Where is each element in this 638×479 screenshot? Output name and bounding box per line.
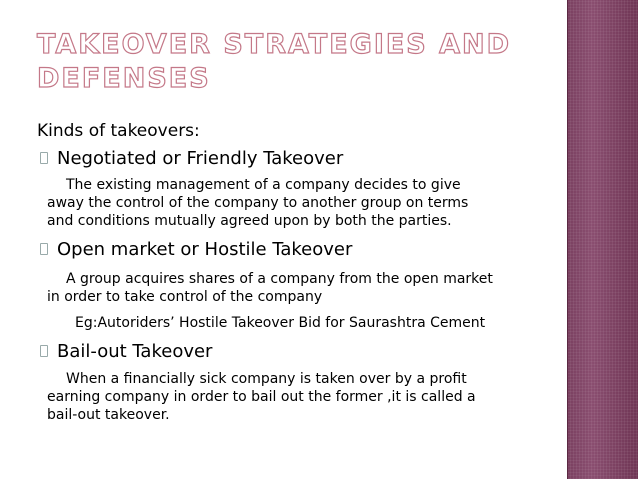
decorative-sidebar bbox=[567, 0, 638, 479]
item-text-line: When a financially sick company is taken over by a profit bbox=[66, 371, 467, 387]
item-text-line: A group acquires shares of a company from the open market bbox=[66, 271, 493, 287]
bullet-icon bbox=[40, 152, 48, 164]
item-text-line: earning company in order to bail out the former ,it is called a bbox=[47, 389, 476, 405]
item-text-line: and conditions mutually agreed upon by both the parties. bbox=[47, 213, 452, 229]
item-heading-bailout: Bail-out Takeover bbox=[57, 341, 213, 362]
intro-text: Kinds of takeovers: bbox=[37, 121, 200, 141]
item-text-line: The existing management of a company decides to give bbox=[66, 177, 461, 193]
item-text-line: away the control of the company to another group on terms bbox=[47, 195, 469, 211]
item-text-line: bail-out takeover. bbox=[47, 407, 170, 423]
title-line-2: DEFENSES bbox=[37, 63, 211, 94]
sidebar-edge bbox=[567, 0, 568, 479]
bullet-icon bbox=[40, 345, 48, 357]
slide-title bbox=[37, 28, 557, 96]
item-text-line: in order to take control of the company bbox=[47, 289, 323, 305]
item-heading-hostile: Open market or Hostile Takeover bbox=[57, 239, 353, 260]
bullet-icon bbox=[40, 243, 48, 255]
example-text: Eg:Autoriders’ Hostile Takeover Bid for Saurashtra Cement bbox=[75, 315, 486, 331]
item-heading-friendly: Negotiated or Friendly Takeover bbox=[57, 148, 344, 169]
title-line-1: TAKEOVER STRATEGIES AND bbox=[37, 29, 512, 60]
